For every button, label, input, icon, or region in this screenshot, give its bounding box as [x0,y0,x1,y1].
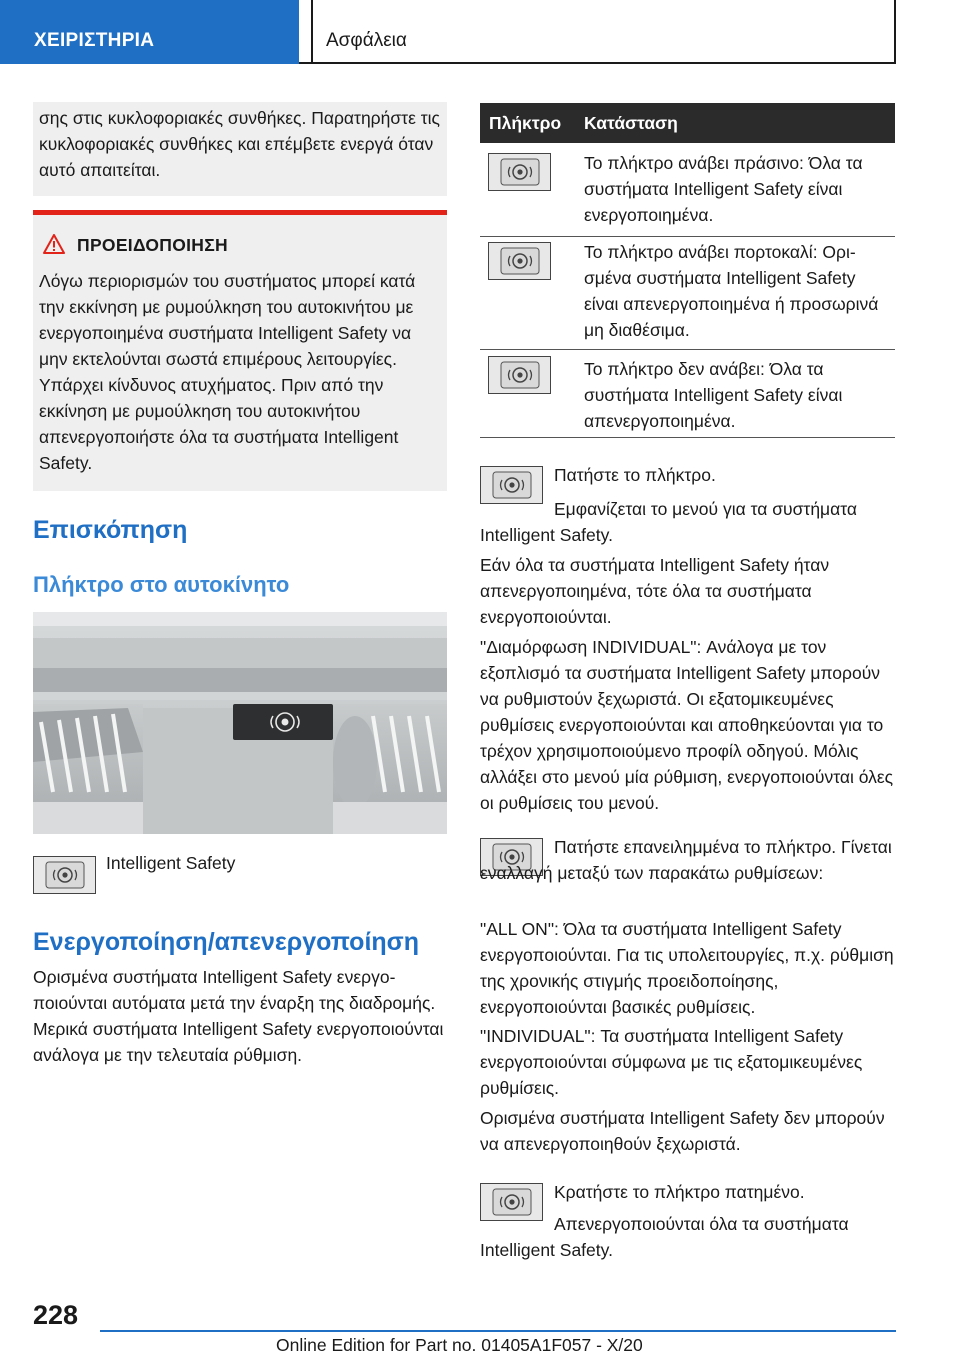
page-number: 228 [33,1300,79,1330]
header-divider [311,0,313,64]
heading-button-in-car: Πλήκτρο στο αυτοκίνητο [33,572,290,597]
dashboard-photo [33,612,447,834]
heading-activation: Ενεργοποίηση/απενεργοποίηση [33,928,420,956]
table-row-divider [480,437,895,438]
warning-heading [43,234,228,256]
button-icon-off [488,356,551,394]
press-repeat-text: Πατήστε επανειλημμένα το πλήκτρο. Γίνεται εναλλαγή μεταξύ των παρακάτω ρυθμίσεων: [480,837,892,883]
warning-title: ΠΡΟΕΙΔΟΠΟΙΗΣΗ [77,235,228,255]
button-icon-orange [488,242,551,280]
instruction-press: Πατήστε το πλήκτρο. [554,465,716,485]
intro-box [33,102,447,196]
activation-text: Ορισμένα συστήματα Intelligent Safety ενεργοποιούνται αυτόματα μετά την έναρξη της διαδρομής. Μερικά συστήματα Intelligent Safety ενεργοποιούνται ανάλογα με την τελευταία ρύθμιση. [33,967,444,1065]
warning-bar [33,210,447,215]
footer-rule [100,1330,896,1332]
table-row-divider [480,349,895,350]
intro-text: σης στις κυκλοφοριακές συνθήκες. Παρατηρήστε τις κυκλοφοριακές συνθήκες και επέμβετε ενεργά όταν αυτό απαιτείται. [39,108,440,180]
individual-config-text: "Διαμόρφωση INDIVIDUAL": Ανάλογα με τον εξοπλισμό τα συστήματα Intelligent Safety μπορούν να ρυθμιστούν ξεχωριστά. Οι εξατομικευμένες ρυθμίσεις ενεργοποιούνται και αποθηκεύονται για το τρέχον χρησιμοποιούμενο προφίλ οδηγού. Μόλις αλλάξει στο μενού μία ρύθμιση, ενεργοποιούνται όλες οι ρυθμίσεις του μενού. [480,637,894,813]
table-row-1-text: Το πλήκτρο ανάβει πράσινο: Όλα τα συστήματα Intelligent Safety είναι ενεργοποιημένα. [584,153,863,225]
section-tab [0,0,299,64]
table-row-3-text: Το πλήκτρο δεν ανάβει: Όλα τα συστήματα Intelligent Safety είναι απενεργοποιημένα. [584,359,843,431]
all-on-text: "ALL ON": Όλα τα συστήματα Intelligent Safety ενεργοποιούνται. Για τις υπολειτουργίες, π.χ. ρύθμιση της χρονικής στιγμής προειδοποίησης, ενεργοποιούνται βασικές ρυθμίσεις. [480,919,894,1017]
intelligent-safety-button-icon [33,856,96,894]
warning-triangle-icon [43,234,65,254]
table-row-divider [480,236,895,237]
individual-text: "INDIVIDUAL": Τα συστήματα Intelligent Safety ενεργοποιούνται σύμφωνα με τις εξατομικευμένες ρυθμίσεις. [480,1026,863,1098]
chapter-title: Ασφάλεια [326,30,407,51]
edition-text: Online Edition for Part no. 01405A1F057 - X/20 [276,1335,643,1355]
cannot-off-text: Ορισμένα συστήματα Intelligent Safety δεν μπορούν να απενεργοποιηθούν ξεχωριστά. [480,1108,885,1154]
button-icon-green [488,153,551,191]
header-rule [299,62,896,64]
menu-shown-text: Εμφανίζεται το μενού για τα συστήματα Intelligent Safety. [480,499,858,545]
all-disabled-text: Απενεργοποιούνται όλα τα συστήματα Intelligent Safety. [480,1214,849,1260]
all-off-text: Εάν όλα τα συστήματα Intelligent Safety ήταν απενεργοποιημένα, τότε όλα τα συστήματα ενεργοποιούνται. [480,555,830,627]
header-divider-right [894,0,896,64]
heading-overview: Επισκόπηση [33,516,188,544]
button-caption: Intelligent Safety [106,853,236,873]
table-col-button: Πλήκτρο [489,113,562,133]
table-col-state: Κατάσταση [584,113,678,133]
section-label: ΧΕΙΡΙΣΤΗΡΙΑ [34,30,155,51]
table-row-2-text: Το πλήκτρο ανάβει πορτοκαλί: Ορισμένα συστήματα Intelligent Safety είναι απενεργοποιημένα ή προσωρινά μη διαθέσιμα. [584,242,879,340]
table-header [480,103,895,143]
warning-box [33,210,447,491]
instruction-hold: Κρατήστε το πλήκτρο πατημένο. [554,1182,805,1202]
warning-text: Λόγω περιορισμών του συστήματος μπορεί κατά την εκκίνηση με ρυμούλκηση του αυτοκινήτου με ενεργοποιημένα συστήματα Intelligent Safety να μην εκτελούνται σωστά επιμέρους λειτουργίες. Υπάρχει κίνδυνος ατυχήματος. Πριν από την εκκίνηση με ρυμούλκηση του αυτοκινήτου απενεργοποιήστε όλα τα συστήματα Intelligent Safety. [39,271,416,473]
